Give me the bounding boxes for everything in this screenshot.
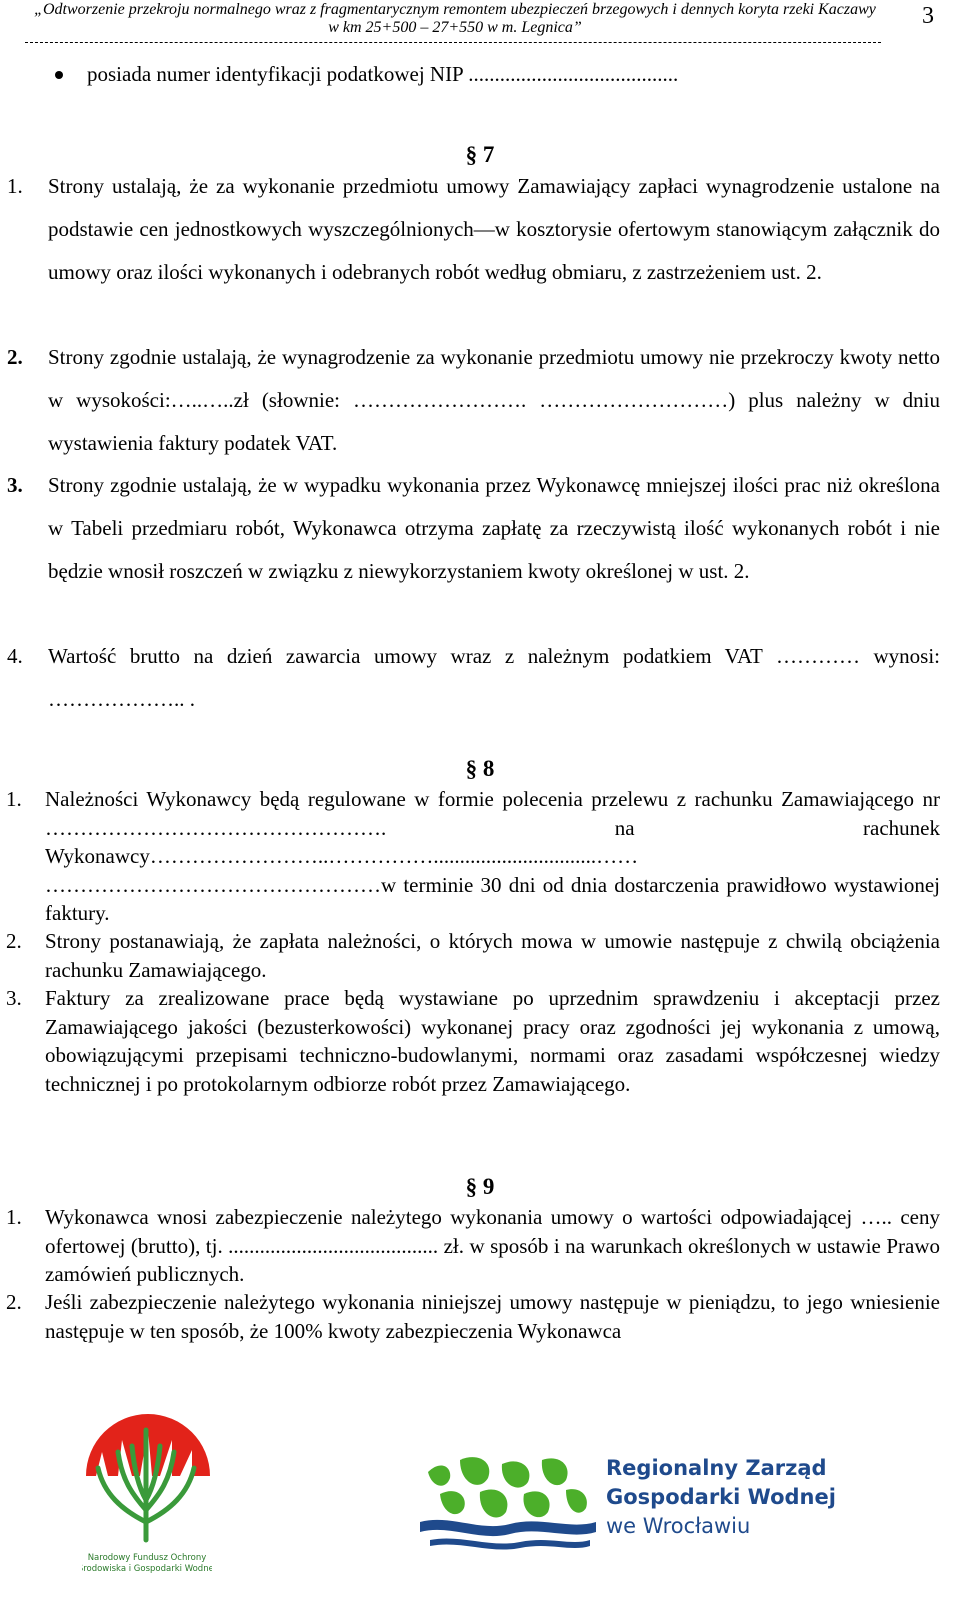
rzgw-name <box>606 1454 836 1541</box>
item-number: 3. <box>7 473 23 497</box>
item-number: 1. <box>6 787 22 811</box>
nip-bullet-text: posiada numer identyfikacji podatkowej NIP ........................................ <box>87 62 679 86</box>
rzgw-logo-icon <box>420 1450 596 1550</box>
item-number: 2. <box>6 1290 22 1314</box>
page-number: 3 <box>922 3 934 29</box>
section-8-item-3 <box>6 984 940 1098</box>
section-7-item-4 <box>7 635 940 721</box>
header-title-line1: „Odtworzenie przekroju normalnego wraz z fragmentarycznym remontem ubezpieczeń brzegowych i dennych koryta rzeki Kaczawy <box>34 1 876 18</box>
page-header <box>0 0 960 52</box>
rzgw-line-3: we Wrocławiu <box>606 1514 751 1538</box>
section-number: 7 <box>482 142 495 167</box>
item-text: Faktury za zrealizowane prace będą wystawiane po uprzednim sprawdzeniu i akceptacji przez Zamawiającego jakości (bezusterkowości) wykonanej pracy oraz zgodności jej wykonania z umową, obowiązującymi przepisami techniczno-budowlanymi, normami oraz zasadami współczesnej wiedzy technicznej i po protokolarnym odbiorze robót przez Zamawiającego. <box>45 986 940 1096</box>
svg-text:Środowiska i Gospodarki Wodnej: Środowiska i Gospodarki Wodnej <box>82 1564 212 1574</box>
item-text: Strony ustalają, że za wykonanie przedmiotu umowy Zamawiający zapłaci wynagrodzenie ustalone na podstawie cen jednostkowych wyszczególnionych—w kosztorysie ofertowym stanowiącym załącznik do umowy oraz ilości wykonanych i odebranych robót według obmiaru, z zastrzeżeniem ust. 2. <box>48 174 940 284</box>
section-number: 9 <box>482 1174 495 1199</box>
nfosigw-logo-icon <box>82 1390 212 1594</box>
section-number: 8 <box>482 756 495 781</box>
section-8-item-2 <box>6 927 940 984</box>
item-number: 2. <box>6 929 22 953</box>
section-9-item-1 <box>6 1203 940 1289</box>
section-symbol: § <box>465 142 478 167</box>
rzgw-line-2: Gospodarki Wodnej <box>606 1485 836 1509</box>
section-7-item-2 <box>7 336 940 465</box>
section-7-item-1 <box>7 165 940 294</box>
item-text: Jeśli zabezpieczenie należytego wykonania niniejszej umowy następuje w pieniądzu, to jego wniesienie następuje w ten sposób, że 100% kwoty zabezpieczenia Wykonawca <box>45 1290 940 1343</box>
item-number: 4. <box>7 644 23 668</box>
section-9-heading <box>0 1174 960 1200</box>
rzgw-logo <box>420 1450 930 1560</box>
item-text: Wartość brutto na dzień zawarcia umowy wraz z należnym podatkiem VAT ………… wynosi: ……………….. . <box>48 644 940 711</box>
item-number: 2. <box>7 345 23 369</box>
section-7-item-3 <box>7 464 940 593</box>
item-number: 1. <box>7 174 23 198</box>
svg-text:Narodowy Fundusz Ochrony: Narodowy Fundusz Ochrony <box>87 1553 207 1563</box>
rzgw-line-1: Regionalny Zarząd <box>606 1456 827 1480</box>
bullet-icon <box>55 71 63 79</box>
item-text: Należności Wykonawcy będą regulowane w formie polecenia przelewu z rachunku Zamawiającego nr …………………………………………. na rachunek Wykonawcy……………………..……………...............................…… …………………………………………w terminie 30 dni od dnia dostarczenia prawidłowo wystawionej faktury. <box>45 787 940 925</box>
item-number: 1. <box>6 1205 22 1229</box>
section-8-item-1 <box>6 785 940 928</box>
item-text: Strony zgodnie ustalają, że wynagrodzenie za wykonanie przedmiotu umowy nie przekroczy kwoty netto w wysokości:…..…..zł (słownie: ……………………. ………………………) plus należny w dniu wystawienia faktury podatek VAT. <box>48 345 940 455</box>
header-title-line2: w km 25+500 – 27+550 w m. Legnica” <box>328 19 582 36</box>
section-symbol: § <box>465 756 478 781</box>
section-symbol: § <box>465 1174 478 1199</box>
item-text: Wykonawca wnosi zabezpieczenie należytego wykonania umowy o wartości odpowiadającej ….. ceny ofertowej (brutto), tj. ........................................ zł. w sposób i na warunkach określonych w ustawie Prawo zamówień publicznych. <box>45 1205 940 1286</box>
section-9-item-2 <box>6 1288 940 1345</box>
section-8-heading <box>0 756 960 782</box>
header-divider <box>25 42 881 43</box>
nfosigw-logo <box>82 1390 212 1594</box>
item-text: Strony zgodnie ustalają, że w wypadku wykonania przez Wykonawcę mniejszej ilości prac niż określona w Tabeli przedmiaru robót, Wykonawca otrzyma zapłatę za rzeczywistą ilość wykonanych robót i nie będzie wnosił roszczeń w związku z niewykorzystaniem kwoty określonej w ust. 2. <box>48 473 940 583</box>
item-text: Strony postanawiają, że zapłata należności, o których mowa w umowie następuje z chwilą obciążenia rachunku Zamawiającego. <box>45 929 940 982</box>
item-number: 3. <box>6 986 22 1010</box>
